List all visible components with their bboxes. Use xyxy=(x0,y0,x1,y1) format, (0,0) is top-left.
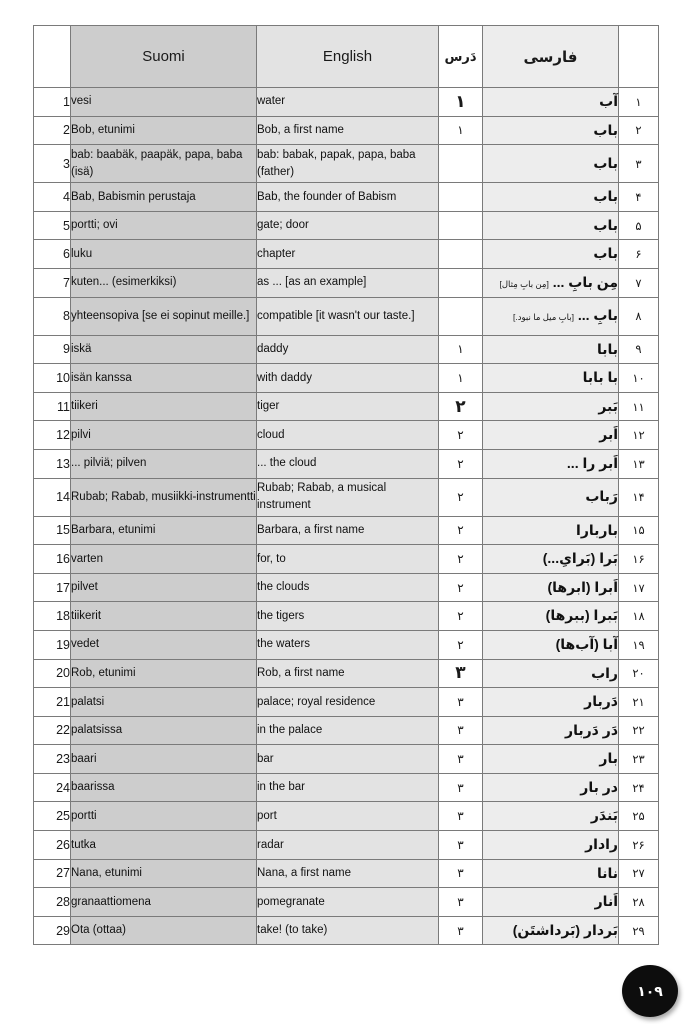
farsi-term: با بابا xyxy=(582,369,618,386)
suomi-cell: Bob, etunimi xyxy=(71,116,257,145)
farsi-example: [بابِ میل ما نبود.] xyxy=(513,312,574,323)
column-header-dars: دَرس xyxy=(439,26,483,88)
farsi-term: بَبرا (ببرها) xyxy=(545,607,618,624)
table-row xyxy=(34,573,659,602)
farsi-index-cell: ۲۸ xyxy=(619,888,659,917)
glossary-table xyxy=(33,25,659,945)
farsi-index-cell: ۱۴ xyxy=(619,478,659,516)
table-row xyxy=(34,449,659,478)
table-row xyxy=(34,688,659,717)
row-index-cell: 7 xyxy=(34,268,71,297)
row-index-cell: 26 xyxy=(34,831,71,860)
farsi-term: بَندَر xyxy=(590,807,618,824)
farsi-cell xyxy=(483,145,619,183)
table-row xyxy=(34,888,659,917)
english-cell: Bob, a first name xyxy=(257,116,439,145)
table-header xyxy=(34,26,659,88)
farsi-cell xyxy=(483,831,619,860)
suomi-cell: palatsissa xyxy=(71,716,257,745)
farsi-index-cell: ۲۰ xyxy=(619,659,659,688)
farsi-cell xyxy=(483,392,619,421)
english-cell: for, to xyxy=(257,545,439,574)
dars-cell: ۲ xyxy=(439,516,483,545)
english-cell: radar xyxy=(257,831,439,860)
farsi-cell xyxy=(483,116,619,145)
farsi-cell xyxy=(483,888,619,917)
farsi-cell xyxy=(483,183,619,212)
farsi-cell xyxy=(483,211,619,240)
table-row xyxy=(34,745,659,774)
table-row xyxy=(34,88,659,117)
row-index-cell: 21 xyxy=(34,688,71,717)
table-row xyxy=(34,630,659,659)
farsi-term: نانا xyxy=(596,864,618,881)
farsi-cell xyxy=(483,335,619,364)
farsi-term: باب xyxy=(593,121,618,138)
row-index-cell: 12 xyxy=(34,421,71,450)
row-index-cell: 10 xyxy=(34,364,71,393)
dars-cell: ۱ xyxy=(439,88,483,117)
farsi-index-cell: ۱۷ xyxy=(619,573,659,602)
row-index-cell: 1 xyxy=(34,88,71,117)
table-body xyxy=(34,88,659,945)
page-number-badge xyxy=(622,965,678,1017)
farsi-index-cell: ۱۱ xyxy=(619,392,659,421)
suomi-cell: Rob, etunimi xyxy=(71,659,257,688)
farsi-term: بَردار (بَرداشتَن) xyxy=(512,921,618,938)
farsi-term: بابِ ... xyxy=(577,307,618,324)
suomi-cell: vesi xyxy=(71,88,257,117)
farsi-index-cell: ۱۲ xyxy=(619,421,659,450)
farsi-index-cell: ۱۰ xyxy=(619,364,659,393)
column-header-farsi: فارسی xyxy=(483,26,619,88)
farsi-index-cell: ۹ xyxy=(619,335,659,364)
farsi-index-cell: ۲۵ xyxy=(619,802,659,831)
farsi-cell xyxy=(483,516,619,545)
row-index-cell: 19 xyxy=(34,630,71,659)
dars-cell: ۳ xyxy=(439,773,483,802)
english-cell: tiger xyxy=(257,392,439,421)
header-row xyxy=(34,26,659,88)
table-row xyxy=(34,859,659,888)
table-row xyxy=(34,268,659,297)
farsi-index-cell: ۱۳ xyxy=(619,449,659,478)
farsi-index-cell: ۷ xyxy=(619,268,659,297)
column-header-index xyxy=(34,26,71,88)
english-cell: Rob, a first name xyxy=(257,659,439,688)
dars-cell xyxy=(439,297,483,335)
row-index-cell: 15 xyxy=(34,516,71,545)
farsi-index-cell: ۱۵ xyxy=(619,516,659,545)
english-cell: Rubab; Rabab, a musical instrument xyxy=(257,478,439,516)
farsi-index-cell: ۶ xyxy=(619,240,659,269)
table-row xyxy=(34,240,659,269)
suomi-cell: Ota (ottaa) xyxy=(71,916,257,945)
table-row xyxy=(34,478,659,516)
english-cell: Barbara, a first name xyxy=(257,516,439,545)
row-index-cell: 25 xyxy=(34,802,71,831)
row-index-cell: 23 xyxy=(34,745,71,774)
english-cell: the tigers xyxy=(257,602,439,631)
english-cell: palace; royal residence xyxy=(257,688,439,717)
farsi-cell xyxy=(483,478,619,516)
suomi-cell: kuten... (esimerkiksi) xyxy=(71,268,257,297)
farsi-index-cell: ۱۸ xyxy=(619,602,659,631)
dars-cell: ۲ xyxy=(439,421,483,450)
suomi-cell: bab: baabäk, paapäk, papa, baba (isä) xyxy=(71,145,257,183)
row-index-cell: 27 xyxy=(34,859,71,888)
table-row xyxy=(34,602,659,631)
farsi-cell xyxy=(483,449,619,478)
farsi-index-cell: ۱۶ xyxy=(619,545,659,574)
suomi-cell: tiikerit xyxy=(71,602,257,631)
farsi-term: بار xyxy=(599,750,618,767)
english-cell: Bab, the founder of Babism xyxy=(257,183,439,212)
dars-cell: ۲ xyxy=(439,478,483,516)
english-cell: chapter xyxy=(257,240,439,269)
dars-cell: ۳ xyxy=(439,831,483,860)
table-row xyxy=(34,364,659,393)
english-cell: bar xyxy=(257,745,439,774)
english-cell: take! (to take) xyxy=(257,916,439,945)
row-index-cell: 29 xyxy=(34,916,71,945)
suomi-cell: luku xyxy=(71,240,257,269)
farsi-cell xyxy=(483,859,619,888)
farsi-term: رادار xyxy=(585,836,618,853)
english-cell: with daddy xyxy=(257,364,439,393)
dars-cell: ۲ xyxy=(439,392,483,421)
farsi-index-cell: ۵ xyxy=(619,211,659,240)
table-row xyxy=(34,545,659,574)
farsi-index-cell: ۴ xyxy=(619,183,659,212)
farsi-cell xyxy=(483,745,619,774)
row-index-cell: 4 xyxy=(34,183,71,212)
dars-cell xyxy=(439,183,483,212)
row-index-cell: 24 xyxy=(34,773,71,802)
farsi-cell xyxy=(483,545,619,574)
farsi-term: بَبر xyxy=(598,397,618,414)
row-index-cell: 28 xyxy=(34,888,71,917)
farsi-term: مِن بابِ ... xyxy=(552,273,618,290)
table-row xyxy=(34,516,659,545)
table-row xyxy=(34,116,659,145)
english-cell: the waters xyxy=(257,630,439,659)
suomi-cell: isän kanssa xyxy=(71,364,257,393)
row-index-cell: 16 xyxy=(34,545,71,574)
farsi-term: دَر دَربار xyxy=(565,721,618,738)
dars-cell: ۳ xyxy=(439,802,483,831)
suomi-cell: Barbara, etunimi xyxy=(71,516,257,545)
dars-cell xyxy=(439,268,483,297)
table-row xyxy=(34,297,659,335)
farsi-index-cell: ۲۹ xyxy=(619,916,659,945)
farsi-cell xyxy=(483,802,619,831)
farsi-example: [مِن بابِ مِثال] xyxy=(499,278,549,289)
farsi-cell xyxy=(483,773,619,802)
english-cell: port xyxy=(257,802,439,831)
farsi-cell xyxy=(483,630,619,659)
english-cell: gate; door xyxy=(257,211,439,240)
row-index-cell: 6 xyxy=(34,240,71,269)
table-row xyxy=(34,211,659,240)
dars-cell: ۳ xyxy=(439,859,483,888)
farsi-cell xyxy=(483,88,619,117)
farsi-index-cell: ۸ xyxy=(619,297,659,335)
farsi-term: در بار xyxy=(580,778,618,795)
suomi-cell: Rubab; Rabab, musiikki-instrumentti xyxy=(71,478,257,516)
english-cell: the clouds xyxy=(257,573,439,602)
dars-cell: ۱ xyxy=(439,364,483,393)
row-index-cell: 3 xyxy=(34,145,71,183)
dars-cell: ۲ xyxy=(439,602,483,631)
farsi-term: راب xyxy=(591,664,618,681)
farsi-cell xyxy=(483,659,619,688)
dars-cell xyxy=(439,240,483,269)
suomi-cell: baari xyxy=(71,745,257,774)
english-cell: in the bar xyxy=(257,773,439,802)
suomi-cell: varten xyxy=(71,545,257,574)
farsi-cell xyxy=(483,268,619,297)
farsi-term: باربارا xyxy=(576,521,618,538)
table-row xyxy=(34,145,659,183)
row-index-cell: 17 xyxy=(34,573,71,602)
farsi-term: اَبر را ... xyxy=(566,454,618,471)
table-row xyxy=(34,831,659,860)
english-cell: bab: babak, papak, papa, baba (father) xyxy=(257,145,439,183)
farsi-term: اَبر xyxy=(599,426,618,443)
farsi-term: بابا xyxy=(596,340,618,357)
farsi-term: باب xyxy=(593,188,618,205)
english-cell: water xyxy=(257,88,439,117)
page-number-label: ۱۰۹ xyxy=(637,982,663,999)
row-index-cell: 11 xyxy=(34,392,71,421)
dars-cell: ۳ xyxy=(439,888,483,917)
farsi-index-cell: ۲۷ xyxy=(619,859,659,888)
farsi-index-cell: ۲۴ xyxy=(619,773,659,802)
dars-cell: ۳ xyxy=(439,688,483,717)
farsi-index-cell: ۱ xyxy=(619,88,659,117)
suomi-cell: iskä xyxy=(71,335,257,364)
farsi-cell xyxy=(483,716,619,745)
dars-cell: ۲ xyxy=(439,449,483,478)
row-index-cell: 18 xyxy=(34,602,71,631)
farsi-index-cell: ۲۶ xyxy=(619,831,659,860)
dars-cell: ۳ xyxy=(439,916,483,945)
dars-cell: ۲ xyxy=(439,630,483,659)
suomi-cell: tutka xyxy=(71,831,257,860)
table-row xyxy=(34,392,659,421)
table-row xyxy=(34,183,659,212)
suomi-cell: Nana, etunimi xyxy=(71,859,257,888)
row-index-cell: 8 xyxy=(34,297,71,335)
english-cell: as ... [as an example] xyxy=(257,268,439,297)
table-row xyxy=(34,716,659,745)
row-index-cell: 9 xyxy=(34,335,71,364)
suomi-cell: pilvet xyxy=(71,573,257,602)
farsi-index-cell: ۲۲ xyxy=(619,716,659,745)
english-cell: Nana, a first name xyxy=(257,859,439,888)
suomi-cell: Bab, Babismin perustaja xyxy=(71,183,257,212)
suomi-cell: palatsi xyxy=(71,688,257,717)
dars-cell xyxy=(439,145,483,183)
table-row xyxy=(34,335,659,364)
farsi-cell xyxy=(483,297,619,335)
suomi-cell: vedet xyxy=(71,630,257,659)
farsi-term: آب xyxy=(599,93,618,109)
row-index-cell: 13 xyxy=(34,449,71,478)
english-cell: daddy xyxy=(257,335,439,364)
dars-cell: ۳ xyxy=(439,659,483,688)
farsi-term: بَرا (بَرایِ...) xyxy=(542,550,618,567)
table-row xyxy=(34,916,659,945)
dars-cell: ۱ xyxy=(439,116,483,145)
farsi-cell xyxy=(483,688,619,717)
farsi-cell xyxy=(483,602,619,631)
column-header-farsi-index xyxy=(619,26,659,88)
table-row xyxy=(34,659,659,688)
suomi-cell: portti; ovi xyxy=(71,211,257,240)
farsi-cell xyxy=(483,916,619,945)
farsi-term: اَنار xyxy=(594,893,618,910)
table-row xyxy=(34,802,659,831)
column-header-english: English xyxy=(257,26,439,88)
row-index-cell: 5 xyxy=(34,211,71,240)
row-index-cell: 22 xyxy=(34,716,71,745)
dars-cell: ۳ xyxy=(439,745,483,774)
farsi-index-cell: ۲ xyxy=(619,116,659,145)
suomi-cell: granaattiomena xyxy=(71,888,257,917)
english-cell: in the palace xyxy=(257,716,439,745)
dars-cell: ۲ xyxy=(439,573,483,602)
farsi-cell xyxy=(483,573,619,602)
dars-cell: ۳ xyxy=(439,716,483,745)
farsi-term: رَباب xyxy=(585,488,618,505)
dars-cell: ۲ xyxy=(439,545,483,574)
farsi-index-cell: ۲۳ xyxy=(619,745,659,774)
farsi-term: باب xyxy=(593,154,618,171)
suomi-cell: yhteensopiva [se ei sopinut meille.] xyxy=(71,297,257,335)
dars-cell xyxy=(439,211,483,240)
suomi-cell: baarissa xyxy=(71,773,257,802)
farsi-cell xyxy=(483,240,619,269)
farsi-term: اَبرا (ابرها) xyxy=(547,578,618,595)
table-row xyxy=(34,773,659,802)
farsi-cell xyxy=(483,421,619,450)
suomi-cell: tiikeri xyxy=(71,392,257,421)
farsi-index-cell: ۳ xyxy=(619,145,659,183)
row-index-cell: 14 xyxy=(34,478,71,516)
dars-cell: ۱ xyxy=(439,335,483,364)
farsi-index-cell: ۲۱ xyxy=(619,688,659,717)
row-index-cell: 20 xyxy=(34,659,71,688)
farsi-term: باب xyxy=(593,245,618,262)
column-header-suomi: Suomi xyxy=(71,26,257,88)
english-cell: cloud xyxy=(257,421,439,450)
farsi-term: دَربار xyxy=(584,693,618,710)
english-cell: ... the cloud xyxy=(257,449,439,478)
suomi-cell: ... pilviä; pilven xyxy=(71,449,257,478)
suomi-cell: pilvi xyxy=(71,421,257,450)
table-row xyxy=(34,421,659,450)
row-index-cell: 2 xyxy=(34,116,71,145)
suomi-cell: portti xyxy=(71,802,257,831)
farsi-term: آبا (آب‌ها) xyxy=(555,635,618,652)
english-cell: pomegranate xyxy=(257,888,439,917)
farsi-term: باب xyxy=(593,216,618,233)
farsi-cell xyxy=(483,364,619,393)
farsi-index-cell: ۱۹ xyxy=(619,630,659,659)
english-cell: compatible [it wasn't our taste.] xyxy=(257,297,439,335)
